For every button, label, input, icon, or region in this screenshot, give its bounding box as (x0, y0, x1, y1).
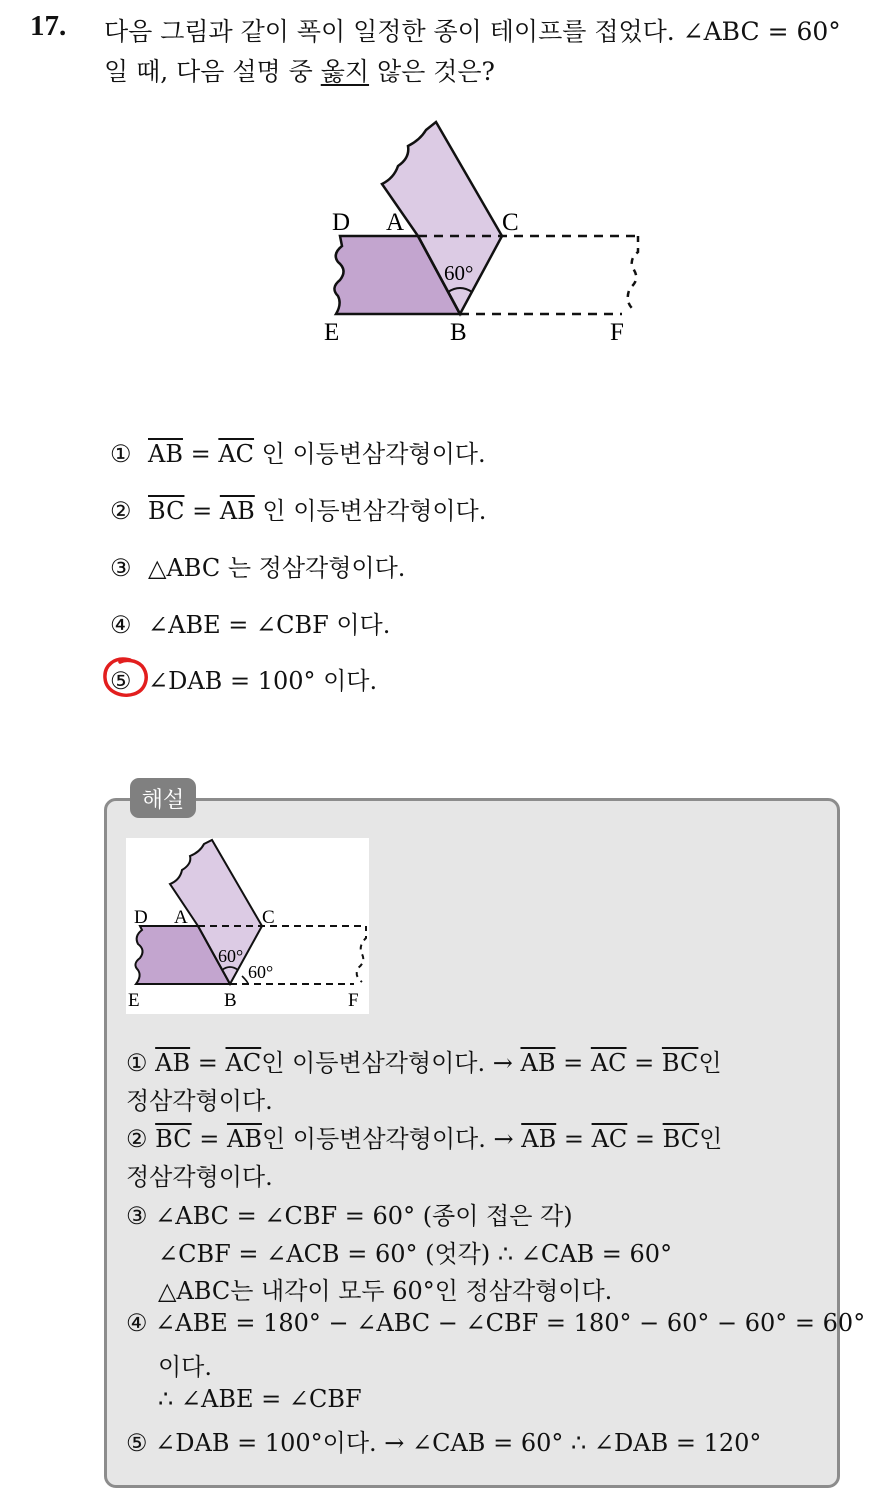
segment: $\overline{AC}$ (590, 1049, 627, 1077)
question-text-part: 않은 것은? (369, 57, 495, 86)
solution-text: 인 (699, 1125, 723, 1153)
label-c: C (262, 907, 275, 928)
equals: = (184, 497, 220, 525)
solution-text: 인 이등변삼각형이다. → (261, 1125, 522, 1153)
question-text-line1: 다음 그림과 같이 폭이 일정한 종이 테이프를 접었다. ∠ABC = 60° (104, 17, 841, 46)
segment: $\overline{AC}$ (225, 1049, 262, 1077)
dashed-right-edge (357, 926, 366, 982)
label-b: B (224, 990, 237, 1011)
choice-2[interactable] (110, 491, 486, 526)
segment: $\overline{BC}$ (661, 1049, 699, 1077)
equals: = (627, 1125, 663, 1153)
answer-circle-mark (100, 654, 152, 700)
segment: $\overline{AB}$ (520, 1049, 556, 1077)
solution-number: ② (126, 1125, 148, 1153)
label-f: F (348, 990, 359, 1011)
segment: $\overline{BC}$ (662, 1125, 700, 1153)
label-e: E (128, 990, 140, 1011)
segment: $\overline{AB}$ (148, 440, 183, 468)
segment: $\overline{AB}$ (226, 1125, 262, 1153)
solution-figure (126, 838, 369, 1014)
equals: = (191, 1125, 227, 1153)
equals: = (626, 1049, 662, 1077)
angle-label: 60° (444, 261, 474, 285)
label-e: E (324, 319, 340, 346)
choice-4[interactable] (110, 605, 390, 640)
folded-tape-figure (318, 112, 658, 352)
segment: $\overline{AC}$ (591, 1125, 628, 1153)
solution-text: 인 이등변삼각형이다. → (261, 1049, 521, 1077)
question-text-part: 일 때, 다음 설명 중 (104, 57, 321, 86)
segment: $\overline{AB}$ (219, 497, 255, 525)
equals: = (555, 1049, 591, 1077)
segment: $\overline{AC}$ (218, 440, 255, 468)
label-b: B (450, 319, 467, 346)
solution-tag: 해설 (130, 778, 196, 818)
choice-text: ∠DAB = 100° 이다. (148, 667, 378, 695)
solution-1-line2: 정삼각형이다. (126, 1087, 273, 1115)
label-a: A (174, 907, 188, 928)
solution-2-line1 (126, 1119, 722, 1154)
solution-3-line1: ③ ∠ABC = ∠CBF = 60° (종이 접은 각) (126, 1202, 573, 1230)
label-c: C (502, 209, 519, 236)
solution-2-line2: 정삼각형이다. (126, 1163, 273, 1191)
equals: = (556, 1125, 592, 1153)
angle-label-outer: 60° (248, 962, 274, 982)
segment: $\overline{BC}$ (148, 497, 185, 525)
question-number: 17. (30, 10, 67, 42)
choice-text: △ABC 는 정삼각형이다. (148, 554, 406, 582)
solution-4-line1: ④ ∠ABE = 180° − ∠ABC − ∠CBF = 180° − 60° − 60° = 60° (126, 1309, 866, 1337)
choice-text: 인 이등변삼각형이다. (254, 497, 487, 525)
choice-1[interactable] (110, 434, 486, 469)
choice-number: ② (110, 497, 132, 525)
choice-text: 인 이등변삼각형이다. (254, 440, 486, 468)
solution-3-line3: △ABC는 내각이 모두 60°인 정삼각형이다. (158, 1277, 613, 1305)
choice-text: ∠ABE = ∠CBF 이다. (148, 611, 391, 639)
label-a: A (386, 209, 405, 236)
solution-3-line2: ∠CBF = ∠ACB = 60° (엇각) ∴ ∠CAB = 60° (158, 1240, 673, 1268)
equals: = (190, 1049, 226, 1077)
choice-3[interactable] (110, 548, 405, 583)
solution-number: ① (126, 1049, 148, 1077)
segment: $\overline{AB}$ (521, 1125, 557, 1153)
solution-text: 인 (698, 1049, 722, 1077)
solution-4-line2: 이다. (158, 1353, 212, 1381)
choice-number: ③ (110, 554, 132, 582)
choice-number: ⑤ (110, 667, 132, 695)
label-d: D (134, 907, 148, 928)
solution-1-line1 (126, 1043, 722, 1078)
solution-5-line1: ⑤ ∠DAB = 100°이다. → ∠CAB = 60° ∴ ∠DAB = 120° (126, 1429, 762, 1457)
choice-number: ④ (110, 611, 132, 639)
dashed-right-edge (628, 236, 638, 310)
equals: = (182, 440, 219, 468)
label-f: F (610, 319, 624, 346)
choice-number: ① (110, 440, 132, 468)
solution-4-line3: ∴ ∠ABE = ∠CBF (158, 1385, 362, 1413)
segment: $\overline{BC}$ (155, 1125, 192, 1153)
question-underlined-word: 옳지 (320, 57, 370, 86)
segment: $\overline{AB}$ (155, 1049, 191, 1077)
question-text-line2 (104, 52, 495, 88)
label-d: D (332, 209, 351, 236)
angle-label-inner: 60° (218, 946, 244, 966)
